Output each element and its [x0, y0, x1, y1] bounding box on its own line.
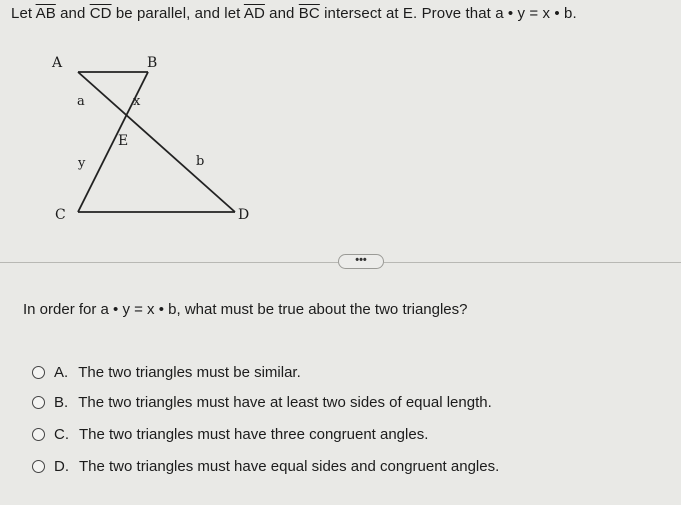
segment-cd: $\overline{CD}$ — [89, 5, 112, 22]
answer-option-d[interactable] — [32, 456, 499, 476]
segment-ad-line — [78, 72, 235, 212]
segment-ab: $\overline{AB}$ — [35, 5, 56, 22]
answer-option-b[interactable] — [32, 392, 492, 412]
option-letter: A. — [54, 363, 69, 381]
point-c-label: C — [55, 207, 66, 223]
radio-button-icon[interactable] — [32, 460, 45, 473]
option-label: The two triangles must have at least two sides of equal length. — [78, 393, 492, 411]
option-letter: D. — [54, 457, 69, 475]
option-label: The two triangles must have equal sides and congruent angles. — [79, 457, 500, 475]
radio-button-icon[interactable] — [32, 366, 45, 379]
option-letter: B. — [54, 393, 69, 411]
segment-bc-line — [78, 72, 148, 212]
triangle-diagram — [40, 52, 270, 232]
segment-ad: $\overline{AD}$ — [243, 5, 265, 22]
point-b-label: B — [147, 55, 158, 71]
question-text: In order for a • y = x • b, what must be true about the two triangles? — [23, 301, 468, 318]
radio-button-icon[interactable] — [32, 396, 45, 409]
section-divider-right — [384, 262, 681, 263]
expand-more-button[interactable]: ••• — [338, 254, 384, 269]
point-d-label: D — [238, 207, 250, 223]
radio-button-icon[interactable] — [32, 428, 45, 441]
prompt-text-3: be parallel, and let — [111, 5, 244, 22]
prompt-text-4: and — [264, 5, 299, 22]
side-y-label: y — [78, 156, 86, 171]
segment-bc: $\overline{BC}$ — [298, 5, 320, 22]
prompt-text-1: Let — [11, 5, 36, 22]
point-a-label: A — [52, 55, 63, 71]
option-label: The two triangles must be similar. — [78, 363, 301, 381]
side-x-label: x — [133, 94, 141, 109]
prompt-text-5: intersect at E. Prove that a • y = x • b. — [319, 5, 577, 22]
answer-option-a[interactable] — [32, 362, 301, 382]
point-e-label: E — [118, 133, 129, 149]
side-a-label: a — [77, 94, 85, 109]
section-divider-left — [0, 262, 338, 263]
problem-statement — [11, 5, 577, 22]
option-letter: C. — [54, 425, 69, 443]
option-label: The two triangles must have three congruent angles. — [79, 425, 429, 443]
side-b-label: b — [196, 154, 205, 169]
answer-option-c[interactable] — [32, 424, 428, 444]
prompt-text-2: and — [55, 5, 90, 22]
